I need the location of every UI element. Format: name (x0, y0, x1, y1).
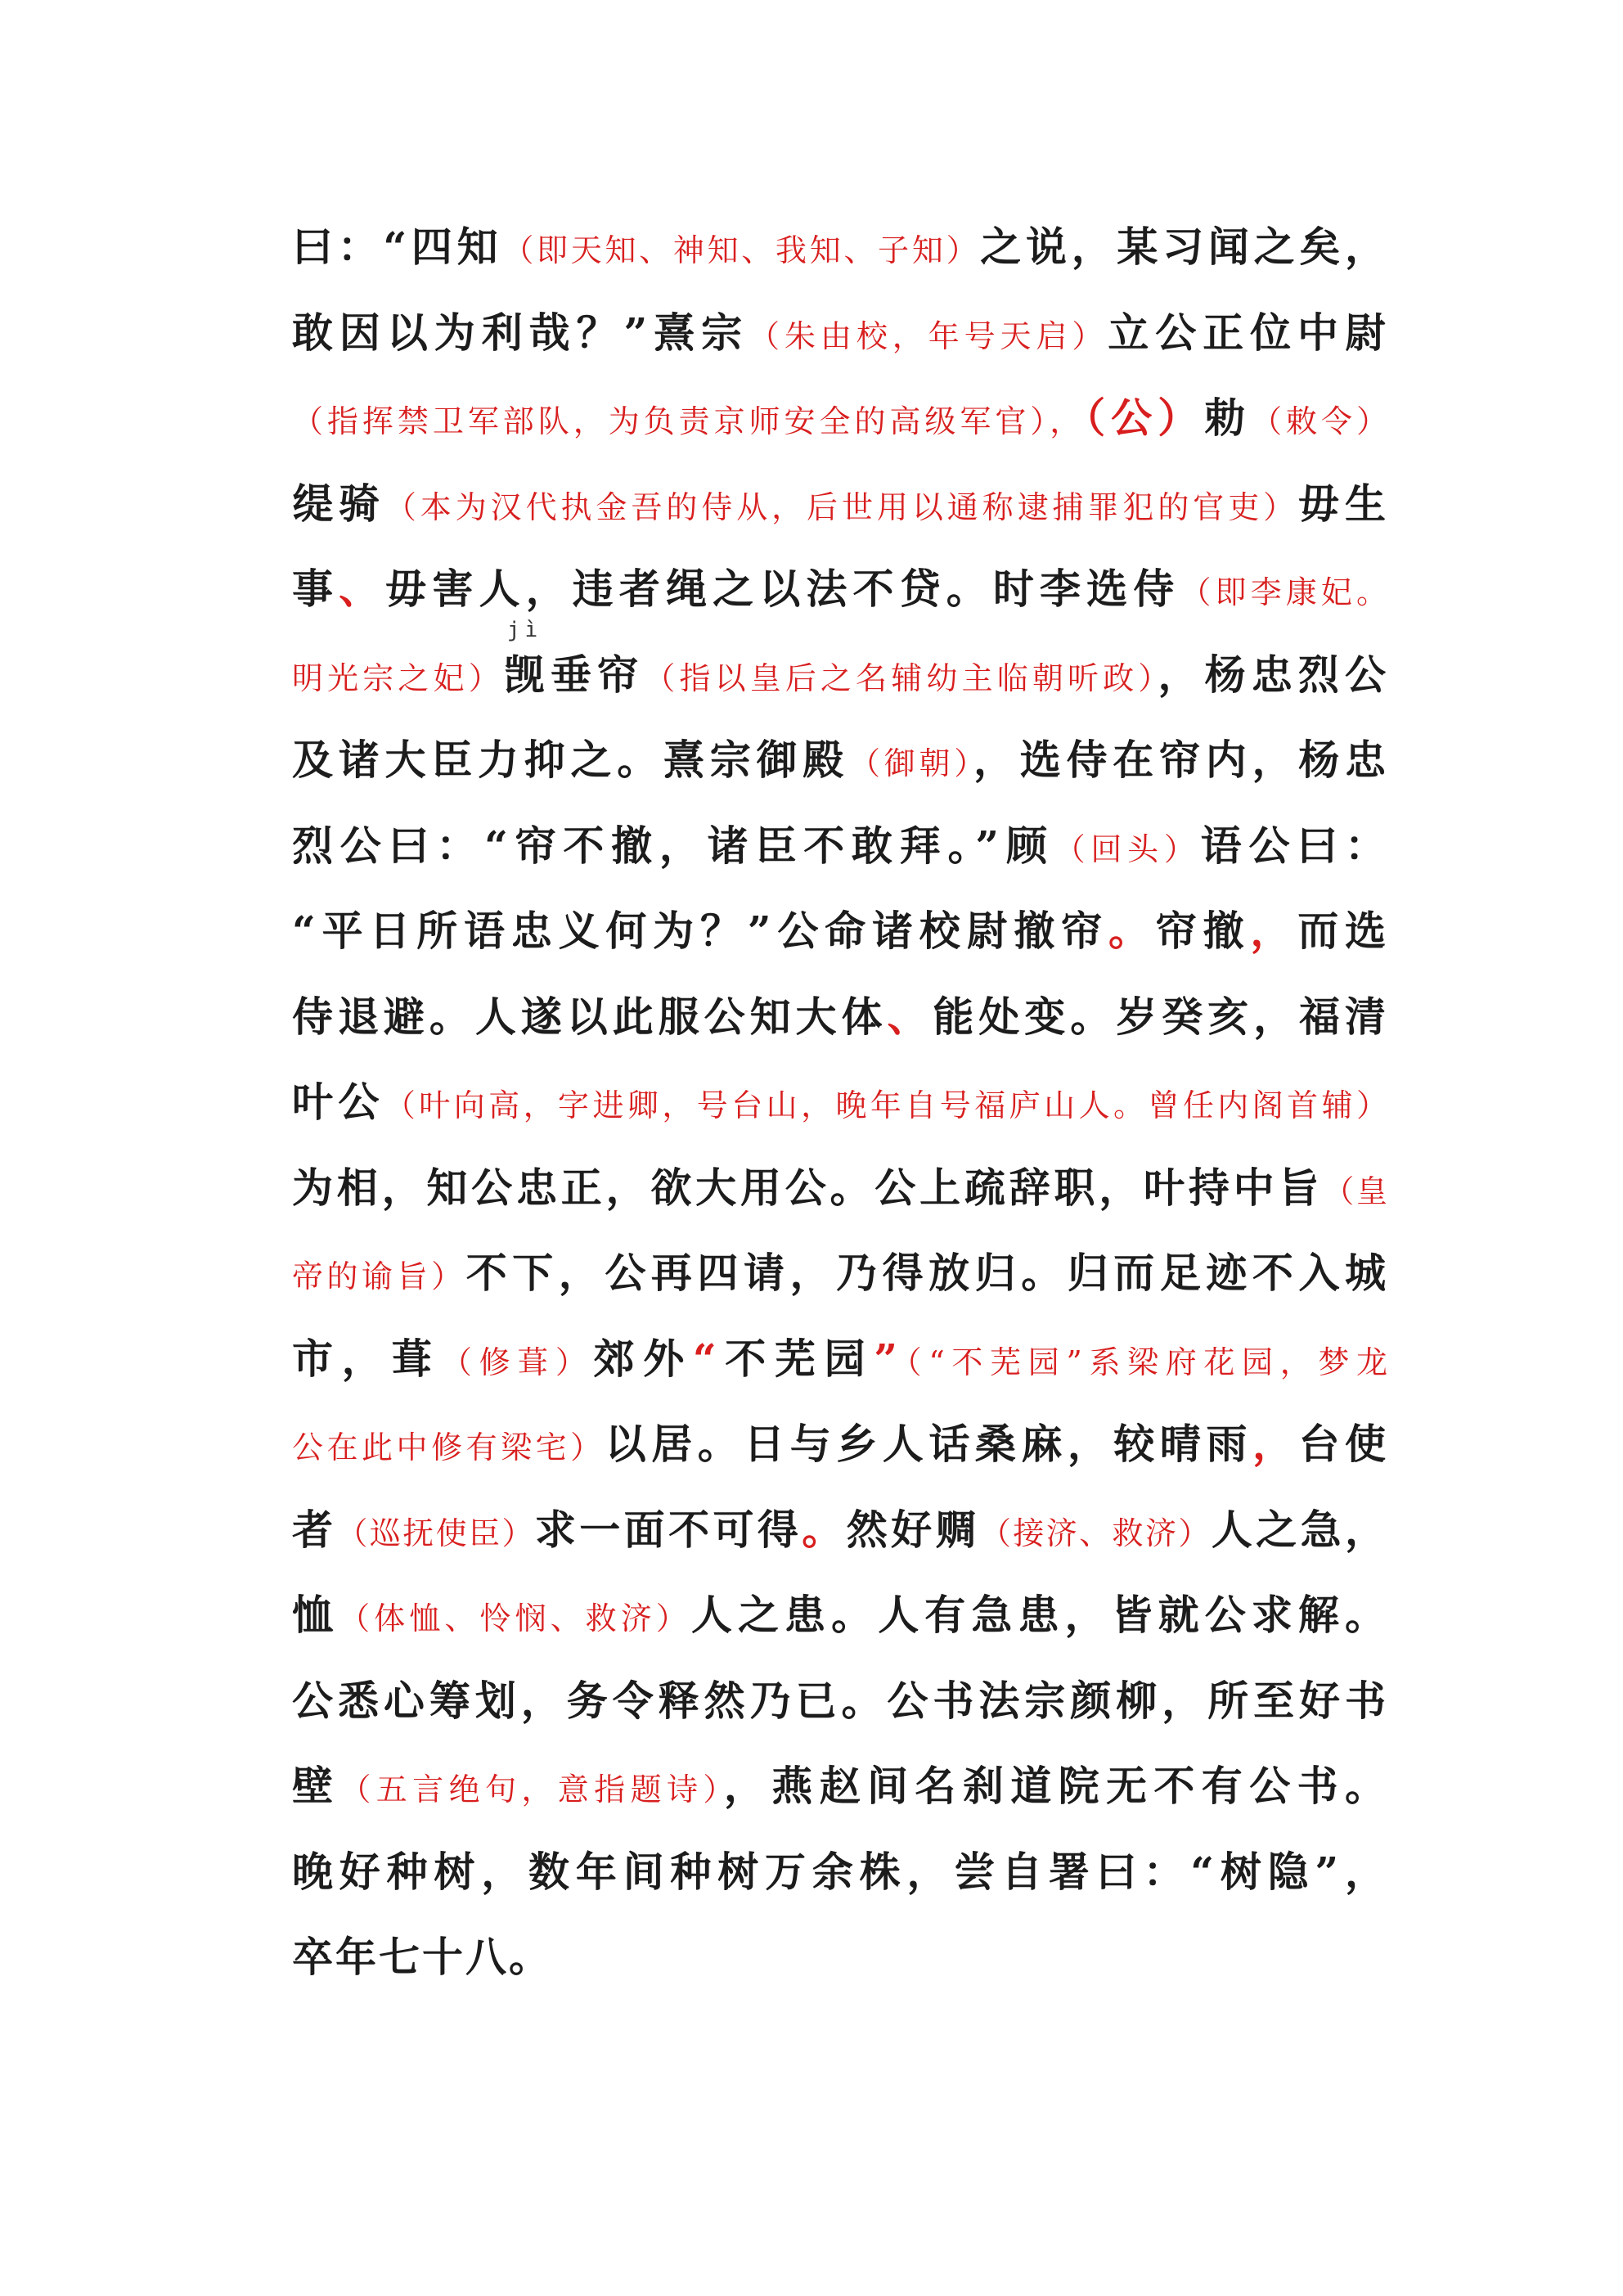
pinyin-annotation: jì (506, 617, 543, 642)
document-body (292, 205, 1388, 2001)
main-text: 毋害人，违者绳之以法不贷。时李选侍 (385, 565, 1180, 613)
text-line (292, 1659, 1388, 1745)
main-text: 郊外 (593, 1334, 693, 1383)
main-text: 立公正位中尉 (1108, 308, 1388, 357)
main-text: 公悉心筹划，务令释然乃已。公书法宗颜柳，所至好书 (292, 1676, 1388, 1725)
annotation-note: （皇 (1323, 1173, 1388, 1209)
annotation-note: （叶向高，字进卿，号台山，晚年自号福庐山人。曾任内阁首辅） (384, 1087, 1388, 1123)
main-text: 觊 (503, 650, 547, 699)
main-text: 人之患。人有急患，皆就公求解。 (690, 1591, 1389, 1639)
main-text: 及诸大臣力抑之。熹宗御殿 (292, 736, 849, 784)
red-punctuation: 、 (339, 565, 386, 613)
text-line (292, 1573, 1388, 1659)
text-line (292, 1060, 1388, 1146)
annotation-note: 公在此中修有梁宅） (292, 1429, 605, 1465)
annotation-note: （巡抚使臣） (336, 1515, 535, 1551)
main-text: 垂帘 (546, 650, 645, 699)
main-text: 台使 (1298, 1420, 1389, 1468)
main-text: 壁 (292, 1762, 340, 1810)
main-text: 缇骑 (292, 479, 385, 528)
main-text: 为相，知公忠正，欲大用公。公上疏辞职，叶持中旨 (292, 1163, 1324, 1212)
red-punctuation: 、 (887, 992, 933, 1041)
red-punctuation: 。 (802, 1505, 847, 1554)
main-text: ，燕赵间名刹道院无不有公书。 (723, 1762, 1389, 1810)
annotation-note: （五言绝句，意指题诗） (339, 1772, 724, 1808)
main-text: 帘撤 (1155, 907, 1251, 955)
red-punctuation: ” (874, 1334, 901, 1383)
annotation-note: （即天知、神知、我知、子知） (502, 232, 981, 268)
annotation-note: （御朝） (849, 745, 973, 781)
text-line (292, 205, 1388, 290)
text-line (292, 1830, 1388, 1916)
main-text: 曰：“四知 (292, 223, 503, 271)
main-text: 人之急， (1211, 1505, 1388, 1554)
red-punctuation: 。 (1108, 907, 1156, 955)
annotation-note: （“不芜园”系梁府花园，梦龙 (900, 1344, 1389, 1380)
text-line (292, 1488, 1388, 1573)
annotated-character (503, 617, 547, 718)
main-text: 事 (292, 565, 339, 613)
main-text: ，选侍在帘内，杨忠 (973, 736, 1388, 784)
text-line (292, 376, 1388, 461)
main-text: “平日所语忠义何为？”公命诸校尉撤帘 (292, 907, 1108, 955)
main-text: 能处变。岁癸亥，福清 (933, 992, 1389, 1041)
main-text: 语公曰： (1200, 821, 1388, 870)
text-line (292, 889, 1388, 975)
main-text: 勅 (1204, 394, 1252, 442)
text-line (292, 547, 1388, 633)
annotation-note: （即李康妃。 (1180, 574, 1388, 610)
annotation-note: （朱由校，年号天启） (749, 317, 1108, 354)
main-text: 之说，某习闻之矣， (980, 223, 1388, 271)
text-line (292, 1231, 1388, 1317)
main-text: ，杨忠烈公 (1158, 650, 1389, 699)
red-punctuation: ， (1252, 1420, 1299, 1468)
text-line (292, 461, 1388, 547)
annotation-note: （本为汉代执金吾的侍从，后世用以通称逮捕罪犯的官吏） (384, 488, 1299, 525)
red-punctuation: ， (1250, 907, 1298, 955)
main-text: 以居。日与乡人话桑麻，较晴雨 (605, 1420, 1252, 1468)
red-punctuation: （公） (1085, 394, 1205, 442)
annotation-note: （指以皇后之名辅幼主临朝听政） (644, 660, 1158, 696)
main-text: 者 (292, 1505, 337, 1554)
annotation-note: （回头） (1054, 831, 1201, 867)
annotation-note: 明光宗之妃） (292, 660, 504, 696)
main-text: 晚好种树，数年间种树万余株，尝自署曰：“树隐”， (292, 1847, 1388, 1896)
main-text: 市，葺 (292, 1334, 441, 1383)
text-line (292, 1317, 1388, 1402)
text-line (292, 1146, 1388, 1231)
main-text: 侍退避。人遂以此服公知大体 (292, 992, 888, 1041)
text-line (292, 1915, 1388, 2001)
annotation-note: 帝的谕旨） (292, 1258, 466, 1294)
annotation-note: （敕令） (1251, 403, 1388, 439)
main-text: 求一面不可得 (534, 1505, 803, 1554)
main-text: 而选 (1297, 907, 1389, 955)
main-text: 然好赒 (846, 1505, 980, 1554)
main-text: 恤 (292, 1591, 339, 1639)
text-line (292, 804, 1388, 889)
red-punctuation: “ (692, 1334, 719, 1383)
annotation-note: （接济、救济） (979, 1515, 1212, 1551)
text-line (292, 718, 1388, 804)
main-text: 不芜园 (718, 1334, 874, 1383)
main-text: 不下，公再四请，乃得放归。归而足迹不入城 (465, 1249, 1388, 1297)
text-line (292, 617, 1389, 718)
main-text: 叶公 (292, 1078, 384, 1126)
annotation-note: （指挥禁卫军部队，为负责京师安全的高级军官）， (292, 403, 1086, 439)
text-line (292, 975, 1388, 1060)
annotation-note: （体恤、怜悯、救济） (339, 1600, 691, 1636)
main-text: 卒年七十八。 (292, 1933, 552, 1981)
text-line (292, 1402, 1388, 1488)
main-text: 敢因以为利哉？”熹宗 (292, 308, 749, 357)
main-text: 烈公曰：“帘不撤，诸臣不敢拜。”顾 (292, 821, 1054, 870)
text-line (292, 290, 1388, 376)
main-text: 毋生 (1298, 479, 1389, 528)
annotation-note: （修葺） (440, 1344, 594, 1380)
text-line (292, 1744, 1388, 1830)
